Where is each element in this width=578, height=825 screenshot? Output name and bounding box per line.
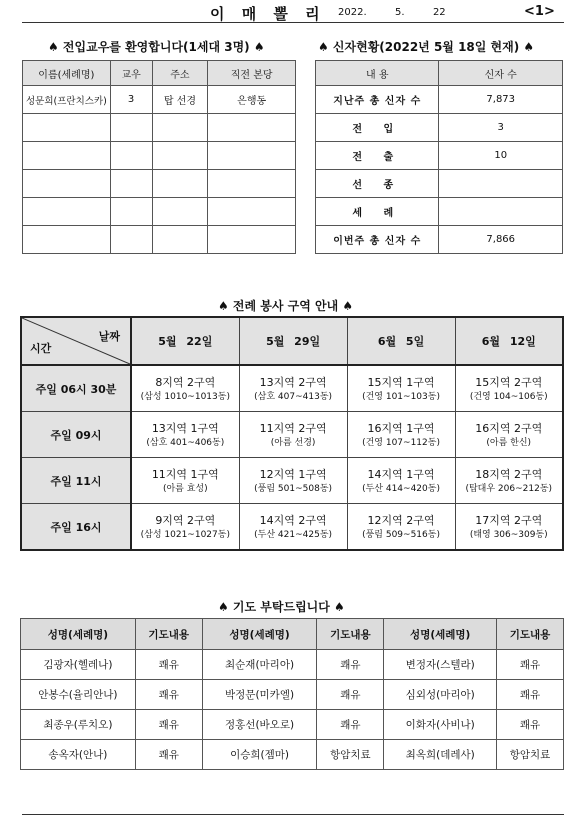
time-slot: 주일 06시 30분 [21,365,131,412]
service-cell [239,412,347,458]
service-area: 11지역 2구역 [259,421,327,435]
prayer-name: 심외성(마리아) [384,680,497,710]
status-label: 지난주 총 신자 수 [316,86,439,114]
service-buildings: (아름 한신) [486,437,532,448]
table-cell [110,114,152,142]
service-cell [239,504,347,551]
status-label: 선 종 [316,170,439,198]
service-cell [347,412,455,458]
table-header-row [21,317,563,365]
status-table [315,60,563,254]
prayer-intent: 쾌유 [135,650,202,680]
date-year: 2022. [338,7,367,18]
column-header: 성명(세례명) [21,619,136,650]
column-header: 주소 [152,61,208,86]
transfer-section-title: ♠ 전입교우를 환영합니다(1세대 3명) ♠ [48,40,265,54]
table-header-row [23,61,296,86]
table-cell [152,170,208,198]
page-number: <1> [524,4,555,19]
prayer-table [20,618,564,770]
prayer-intent: 쾌유 [317,650,384,680]
column-header: 직전 본당 [208,61,296,86]
service-area: 17지역 2구역 [475,513,543,527]
service-buildings: (풍림 501~508동) [254,483,333,494]
table-cell [152,114,208,142]
service-area: 14지역 1구역 [367,467,435,481]
prayer-intent: 쾌유 [497,710,564,740]
prayer-name: 안봉수(율리안나) [21,680,136,710]
corner-time-label: 시간 [30,342,52,355]
prayer-intent: 항암치료 [497,740,564,770]
table-row [23,114,296,142]
table-header-row [316,61,563,86]
prayer-intent: 쾌유 [135,740,202,770]
service-cell [347,365,455,412]
date-header: 5월 29일 [239,317,347,365]
service-cell [131,365,239,412]
service-buildings: (아름 선경) [270,437,316,448]
table-cell [152,142,208,170]
table-row [23,170,296,198]
status-value: 7,866 [439,226,563,254]
service-area: 13지역 2구역 [259,375,327,389]
service-cell [455,412,563,458]
service-buildings: (두산 414~420동) [362,483,440,494]
table-header-row [21,619,564,650]
service-area: 9지역 2구역 [155,513,216,527]
service-area: 11지역 1구역 [151,467,219,481]
service-area: 12지역 2구역 [367,513,435,527]
prayer-name: 정홍선(바오로) [202,710,317,740]
service-cell [347,504,455,551]
service-buildings: (건영 107~112동) [362,437,440,448]
table-row [316,142,563,170]
prayer-name: 최종우(루치오) [21,710,136,740]
table-row [316,226,563,254]
status-label: 이번주 총 신자 수 [316,226,439,254]
service-cell [131,458,239,504]
table-row [23,198,296,226]
status-label: 전 출 [316,142,439,170]
table-row [23,142,296,170]
column-header: 내 용 [316,61,439,86]
prayer-intent: 쾌유 [317,710,384,740]
prayer-name: 이화자(사비나) [384,710,497,740]
table-cell [23,226,111,254]
altar-section-title: ♠ 전례 봉사 구역 안내 ♠ [218,299,354,313]
service-area: 13지역 1구역 [151,421,219,435]
table-row [21,650,564,680]
table-cell [110,198,152,226]
column-header: 교우 [110,61,152,86]
service-buildings: (풍림 509~516동) [362,529,440,540]
service-cell [347,458,455,504]
status-label: 세 례 [316,198,439,226]
table-cell [23,170,111,198]
prayer-intent: 항암치료 [317,740,384,770]
status-label: 전 입 [316,114,439,142]
service-buildings: (삼호 407~413동) [254,391,333,402]
service-buildings: (삼호 401~406동) [146,437,225,448]
corner-date-label: 날짜 [98,330,120,343]
prayer-intent: 쾌유 [317,680,384,710]
prayer-name: 박정문(미카엘) [202,680,317,710]
service-buildings: (두산 421~425동) [254,529,333,540]
table-cell [152,226,208,254]
service-cell [239,458,347,504]
service-area: 15지역 2구역 [475,375,543,389]
prayer-name: 최순재(마리아) [202,650,317,680]
column-header: 기도내용 [135,619,202,650]
service-buildings: (태영 306~309동) [469,529,548,540]
service-area: 12지역 1구역 [259,467,327,481]
prayer-name: 최옥희(데레사) [384,740,497,770]
status-value [439,198,563,226]
table-cell [110,142,152,170]
service-cell [455,458,563,504]
table-cell: 3 [110,86,152,114]
column-header: 성명(세례명) [202,619,317,650]
prayer-intent: 쾌유 [135,680,202,710]
date-header: 6월 5일 [347,317,455,365]
time-slot: 주일 16시 [21,504,131,551]
table-cell [208,114,296,142]
footer-divider [22,814,564,815]
service-area: 8지역 2구역 [155,375,216,389]
table-row [316,170,563,198]
table-row [21,710,564,740]
table-cell [152,198,208,226]
column-header: 기도내용 [317,619,384,650]
table-cell [208,142,296,170]
table-cell: 은행동 [208,86,296,114]
service-cell [131,412,239,458]
table-row [316,114,563,142]
service-area: 18지역 2구역 [475,467,543,481]
time-slot: 주일 11시 [21,458,131,504]
service-buildings: (건영 104~106동) [469,391,548,402]
date-header: 6월 12일 [455,317,563,365]
prayer-intent: 쾌유 [497,680,564,710]
table-row [23,86,296,114]
prayer-name: 이승희(젬마) [202,740,317,770]
service-buildings: (삼성 1021~1027동) [140,529,230,540]
service-buildings: (삼성 1010~1013동) [140,391,230,402]
service-area: 16지역 1구역 [367,421,435,435]
service-area: 16지역 2구역 [475,421,543,435]
table-cell [23,142,111,170]
date-header: 5월 22일 [131,317,239,365]
table-row [21,458,563,504]
time-slot: 주일 09시 [21,412,131,458]
table-cell [208,198,296,226]
prayer-name: 송옥자(안나) [21,740,136,770]
table-cell: 탑 선경 [152,86,208,114]
table-cell [23,114,111,142]
status-section-title: ♠ 신자현황(2022년 5월 18일 현재) ♠ [318,40,535,54]
service-buildings: (건영 101~103동) [362,391,440,402]
column-header: 기도내용 [497,619,564,650]
column-header: 성명(세례명) [384,619,497,650]
status-value: 3 [439,114,563,142]
column-header: 신자 수 [439,61,563,86]
table-row [21,412,563,458]
table-row [21,740,564,770]
service-area: 14지역 2구역 [259,513,327,527]
altar-service-table [20,316,564,551]
table-cell [208,170,296,198]
table-row [21,680,564,710]
prayer-name: 변정자(스텔라) [384,650,497,680]
service-buildings: (탑대우 206~212동) [465,483,553,494]
prayer-name: 김광자(헬레나) [21,650,136,680]
table-cell [23,198,111,226]
service-cell [239,365,347,412]
table-row [316,198,563,226]
bulletin-title: 이 매 뽈 리 [210,5,326,23]
table-cell [110,226,152,254]
transfer-table [22,60,296,254]
bulletin-date [338,7,446,18]
prayer-section-title: ♠ 기도 부탁드립니다 ♠ [218,600,345,614]
service-cell [131,504,239,551]
table-cell: 성문희(프란치스카) [23,86,111,114]
table-row [316,86,563,114]
prayer-intent: 쾌유 [135,710,202,740]
status-value: 10 [439,142,563,170]
date-day: 22 [432,7,446,18]
status-value [439,170,563,198]
service-cell [455,504,563,551]
header-divider [22,22,564,23]
date-month: 5. [395,7,405,18]
table-row [21,365,563,412]
column-header: 이름(세례명) [23,61,111,86]
date-time-corner [21,317,131,365]
table-row [21,504,563,551]
status-value: 7,873 [439,86,563,114]
table-cell [110,170,152,198]
service-cell [455,365,563,412]
service-buildings: (아름 효성) [162,483,208,494]
table-row [23,226,296,254]
prayer-intent: 쾌유 [497,650,564,680]
table-cell [208,226,296,254]
service-area: 15지역 1구역 [367,375,435,389]
